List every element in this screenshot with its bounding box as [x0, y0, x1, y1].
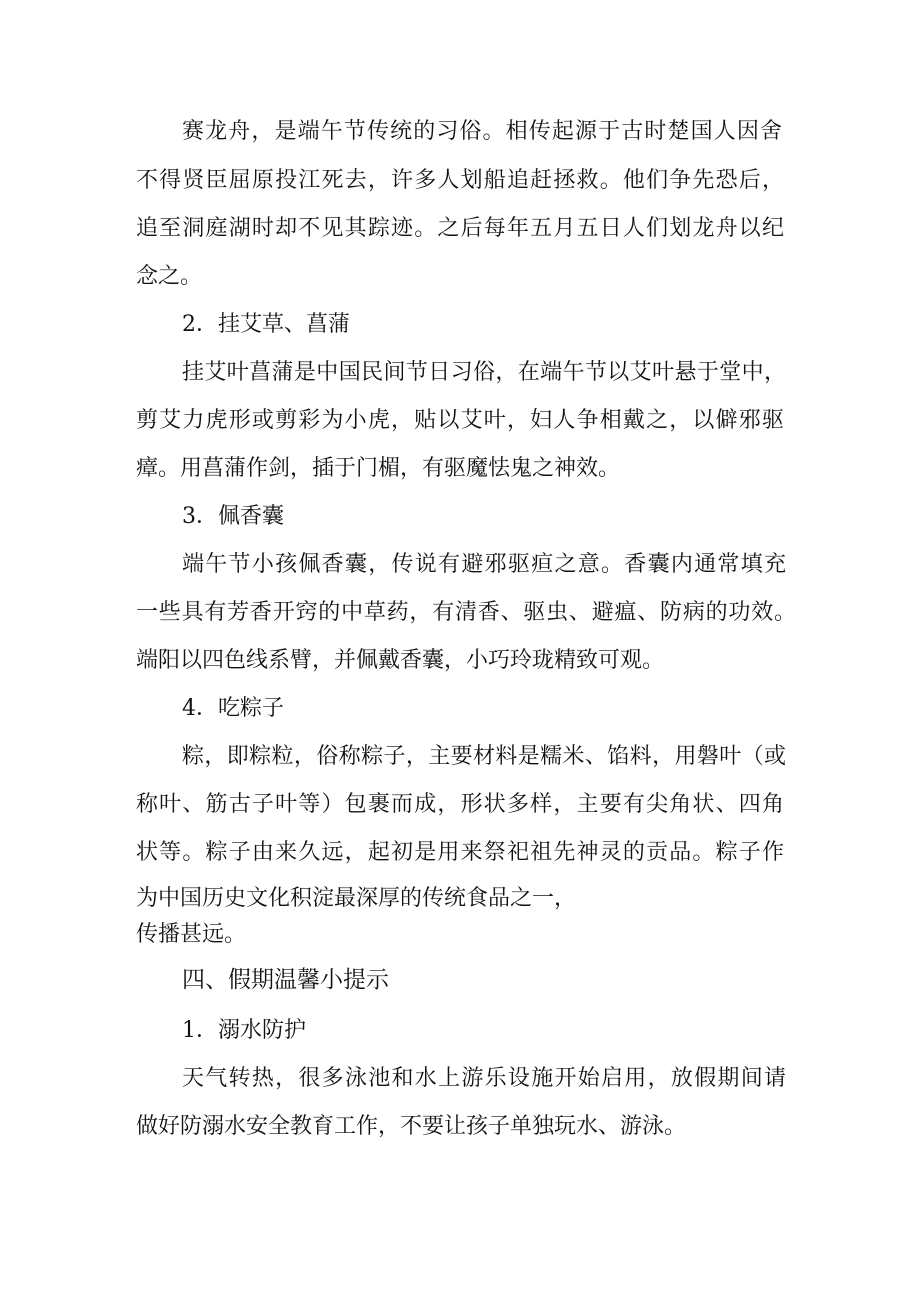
item-heading: 2．挂艾草、菖蒲 [182, 312, 350, 337]
section-heading: 四、假期温馨小提示 [182, 967, 389, 993]
paragraph-line: 一些具有芳香开窍的中草药，有清香、驱虫、避瘟、防病的功效。 [136, 600, 796, 625]
paragraph-line: 剪艾力虎形或剪彩为小虎，贴以艾叶，妇人争相戴之，以僻邪驱 [136, 408, 784, 433]
paragraph-line: 端午节小孩佩香囊，传说有避邪驱疸之意。香囊内通常填充 [182, 552, 786, 577]
item-heading: 4．吃粽子 [182, 696, 284, 721]
paragraph-line: 端阳以四色线系臂，并佩戴香囊，小巧玲珑精致可观。 [136, 648, 665, 673]
paragraph-line: 粽，即粽粒，俗称粽子，主要材料是糯米、馅料，用磐叶（或 [182, 744, 786, 769]
paragraph-line: 念之。 [136, 264, 203, 289]
paragraph-line: 传播甚远。 [136, 922, 247, 947]
paragraph-line: 称叶、筋古子叶等）包裹而成，形状多样，主要有尖角状、四角 [136, 792, 784, 817]
paragraph-line: 做好防溺水安全教育工作，不要让孩子单独玩水、游泳。 [136, 1114, 687, 1139]
paragraph-line: 天气转热，很多泳池和水上游乐设施开始启用，放假期间请 [182, 1066, 786, 1091]
paragraph-line: 为中国历史文化积淀最深厚的传统食品之一， [136, 886, 577, 911]
paragraph-line: 挂艾叶菖蒲是中国民间节日习俗，在端午节以艾叶悬于堂中， [182, 360, 786, 385]
item-heading: 1．溺水防护 [182, 1018, 306, 1043]
paragraph-line: 瘴。用菖蒲作剑，插于门楣，有驱魔怯鬼之神效。 [136, 456, 621, 481]
item-heading: 3．佩香囊 [182, 504, 284, 529]
paragraph-line: 赛龙舟，是端午节传统的习俗。相传起源于古时楚国人因舍 [182, 119, 782, 144]
paragraph-line: 不得贤臣屈原投江死去，许多人划船追赶拯救。他们争先恐后， [136, 168, 784, 193]
paragraph-line: 追至洞庭湖时却不见其踪迹。之后每年五月五日人们划龙舟以纪 [136, 216, 784, 241]
paragraph-line: 状等。粽子由来久远，起初是用来祭祀祖先神灵的贡品。粽子作 [136, 840, 784, 865]
